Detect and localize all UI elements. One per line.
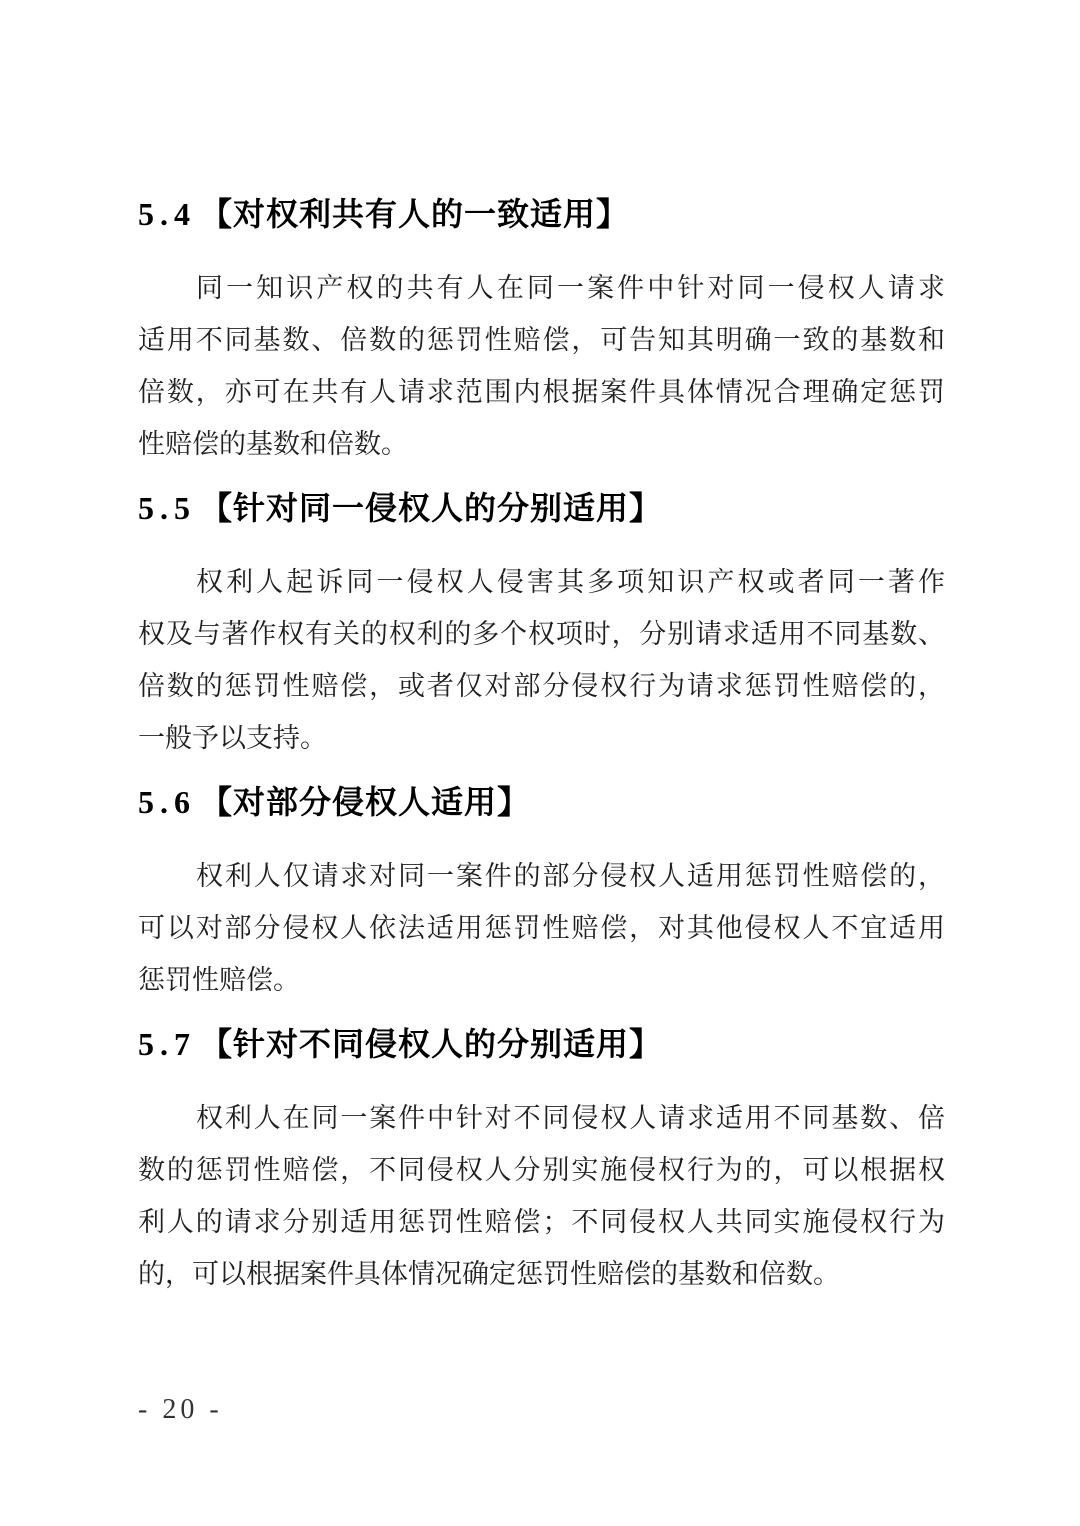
body-line: 权利人仅请求对同一案件的部分侵权人适用惩罚性赔偿的， bbox=[196, 861, 945, 891]
body-line: 数的惩罚性赔偿，不同侵权人分别实施侵权行为的，可以根据权 bbox=[138, 1155, 945, 1185]
body-line: 倍数，亦可在共有人请求范围内根据案件具体情况合理确定惩罚 bbox=[138, 377, 945, 407]
body-line: 同一知识产权的共有人在同一案件中针对同一侵权人请求 bbox=[196, 273, 945, 303]
body-line: 惩罚性赔偿。 bbox=[138, 965, 300, 995]
body-line: 倍数的惩罚性赔偿，或者仅对部分侵权行为请求惩罚性赔偿的， bbox=[138, 671, 945, 701]
body-line: 权利人起诉同一侵权人侵害其多项知识产权或者同一著作 bbox=[196, 567, 945, 597]
section-number: 5.7 bbox=[138, 1026, 196, 1062]
body-line: 的，可以根据案件具体情况确定惩罚性赔偿的基数和倍数。 bbox=[138, 1259, 840, 1289]
section-body-5-4 bbox=[138, 262, 945, 470]
section-body-5-7 bbox=[138, 1092, 945, 1300]
section-title: 【对部分侵权人适用】 bbox=[200, 784, 531, 820]
section-5-7 bbox=[138, 1022, 945, 1300]
section-number: 5.5 bbox=[138, 490, 196, 526]
section-body-5-6 bbox=[138, 850, 945, 1006]
section-heading-5-5 bbox=[138, 486, 945, 530]
section-heading-5-4 bbox=[138, 192, 945, 236]
body-line: 可以对部分侵权人依法适用惩罚性赔偿，对其他侵权人不宜适用 bbox=[138, 913, 945, 943]
section-heading-5-7 bbox=[138, 1022, 945, 1066]
body-line: 权利人在同一案件中针对不同侵权人请求适用不同基数、倍 bbox=[196, 1103, 945, 1133]
section-5-5 bbox=[138, 486, 945, 764]
section-heading-5-6 bbox=[138, 780, 945, 824]
section-5-4 bbox=[138, 192, 945, 470]
section-title: 【对权利共有人的一致适用】 bbox=[200, 196, 630, 232]
body-line: 权及与著作权有关的权利的多个权项时，分别请求适用不同基数、 bbox=[138, 619, 945, 649]
section-body-5-5 bbox=[138, 556, 945, 764]
section-title: 【针对同一侵权人的分别适用】 bbox=[200, 490, 663, 526]
body-line: 性赔偿的基数和倍数。 bbox=[138, 429, 408, 459]
body-line: 利人的请求分别适用惩罚性赔偿；不同侵权人共同实施侵权行为 bbox=[138, 1207, 945, 1237]
section-title: 【针对不同侵权人的分别适用】 bbox=[200, 1026, 663, 1062]
section-5-6 bbox=[138, 780, 945, 1006]
page-number: - 20 - bbox=[138, 1394, 223, 1425]
page-footer bbox=[138, 1394, 945, 1426]
section-number: 5.4 bbox=[138, 196, 196, 232]
body-line: 适用不同基数、倍数的惩罚性赔偿，可告知其明确一致的基数和 bbox=[138, 325, 945, 355]
section-number: 5.6 bbox=[138, 784, 196, 820]
body-line: 一般予以支持。 bbox=[138, 723, 327, 753]
